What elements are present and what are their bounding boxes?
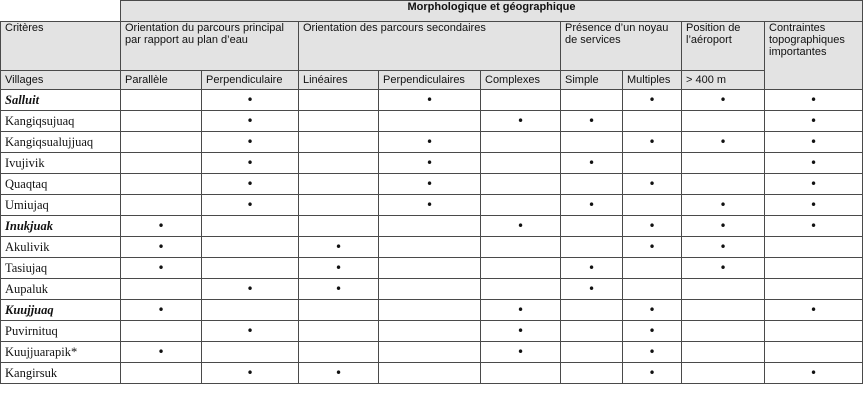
criteria-cell [202, 321, 299, 342]
header-orientation-secondaires: Orientation des parcours secondaires [299, 22, 561, 71]
bullet-mark: • [246, 93, 254, 107]
criteria-cell [202, 237, 299, 258]
criteria-cell [765, 90, 863, 111]
bullet-mark: • [246, 324, 254, 338]
bullet-mark: • [246, 114, 254, 128]
criteria-cell [623, 174, 682, 195]
bullet-mark: • [334, 240, 343, 254]
criteria-cell [765, 258, 863, 279]
bullet-mark: • [334, 282, 343, 296]
village-name: Akulivik [1, 237, 121, 258]
criteria-cell [561, 321, 623, 342]
bullet-mark: • [516, 219, 525, 233]
bullet-mark: • [334, 261, 343, 275]
criteria-cell [765, 174, 863, 195]
criteria-cell [623, 279, 682, 300]
bullet-mark: • [719, 219, 727, 233]
criteria-cell [299, 195, 379, 216]
header-position-aeroport: Position de l’aéroport [682, 22, 765, 71]
header-contraintes-topographiques: Contraintes topographiques importantes [765, 22, 863, 90]
criteria-cell [299, 363, 379, 384]
criteria-cell [121, 237, 202, 258]
subheader-plus-400m: > 400 m [682, 71, 765, 90]
criteria-cell [121, 216, 202, 237]
criteria-cell [121, 195, 202, 216]
bullet-mark: • [516, 345, 525, 359]
bullet-mark: • [246, 282, 254, 296]
village-name: Kuujjuaq [1, 300, 121, 321]
table-row [1, 132, 863, 153]
criteria-cell [561, 279, 623, 300]
criteria-cell [765, 279, 863, 300]
bullet-mark: • [587, 156, 596, 170]
criteria-cell [121, 321, 202, 342]
bullet-mark: • [719, 240, 727, 254]
bullet-mark: • [648, 240, 656, 254]
bullet-mark: • [425, 198, 434, 212]
criteria-cell [623, 258, 682, 279]
criteria-cell [379, 321, 481, 342]
criteria-cell [765, 216, 863, 237]
bullet-mark: • [719, 261, 727, 275]
header-noyau-services: Présence d’un noyau de services [561, 22, 682, 71]
bullet-mark: • [157, 240, 165, 254]
criteria-cell [121, 174, 202, 195]
criteria-cell [623, 153, 682, 174]
criteria-cell [623, 216, 682, 237]
criteria-cell [121, 153, 202, 174]
header-row-1 [1, 1, 863, 22]
criteria-cell [481, 321, 561, 342]
criteria-cell [481, 363, 561, 384]
criteria-cell [379, 363, 481, 384]
table-row [1, 111, 863, 132]
criteria-cell [682, 90, 765, 111]
criteria-cell [202, 111, 299, 132]
criteria-cell [379, 237, 481, 258]
bullet-mark: • [809, 366, 818, 380]
criteria-cell [765, 132, 863, 153]
criteria-cell [481, 279, 561, 300]
criteria-cell [481, 342, 561, 363]
criteria-cell [623, 90, 682, 111]
table-row [1, 258, 863, 279]
subheader-perpendiculaires: Perpendiculaires [379, 71, 481, 90]
village-name: Kangiqsujuaq [1, 111, 121, 132]
criteria-cell [299, 300, 379, 321]
bullet-mark: • [648, 366, 656, 380]
criteria-cell [623, 111, 682, 132]
village-name: Inukjuak [1, 216, 121, 237]
criteria-cell [379, 216, 481, 237]
criteria-cell [379, 132, 481, 153]
bullet-mark: • [719, 93, 727, 107]
bullet-mark: • [246, 198, 254, 212]
criteria-cell [202, 300, 299, 321]
villages-label: Villages [1, 71, 121, 90]
bullet-mark: • [648, 93, 656, 107]
criteria-cell [682, 195, 765, 216]
subheader-simple: Simple [561, 71, 623, 90]
criteria-cell [202, 279, 299, 300]
criteria-cell [121, 300, 202, 321]
village-name: Aupaluk [1, 279, 121, 300]
criteria-cell [121, 342, 202, 363]
bullet-mark: • [246, 156, 254, 170]
criteria-cell [202, 363, 299, 384]
village-name: Tasiujaq [1, 258, 121, 279]
bullet-mark: • [157, 219, 165, 233]
table-row [1, 300, 863, 321]
criteria-cell [481, 153, 561, 174]
criteria-cell [379, 258, 481, 279]
criteria-cell [299, 342, 379, 363]
criteria-cell [682, 363, 765, 384]
criteria-cell [561, 363, 623, 384]
subheader-multiples: Multiples [623, 71, 682, 90]
criteria-cell [561, 111, 623, 132]
criteria-cell [765, 363, 863, 384]
bullet-mark: • [648, 135, 656, 149]
subheader-parallele: Parallèle [121, 71, 202, 90]
bullet-mark: • [809, 114, 818, 128]
criteria-cell [682, 342, 765, 363]
criteria-cell [682, 132, 765, 153]
criteria-cell [299, 321, 379, 342]
village-name: Kuujjuarapik* [1, 342, 121, 363]
criteria-cell [765, 237, 863, 258]
criteria-cell [202, 195, 299, 216]
table-row [1, 216, 863, 237]
bullet-mark: • [246, 177, 254, 191]
bullet-mark: • [648, 303, 656, 317]
subheader-complexes: Complexes [481, 71, 561, 90]
criteria-cell [623, 300, 682, 321]
criteria-cell [623, 132, 682, 153]
criteria-cell [299, 174, 379, 195]
bullet-mark: • [587, 198, 596, 212]
criteria-cell [682, 111, 765, 132]
criteria-cell [379, 300, 481, 321]
criteria-cell [299, 237, 379, 258]
village-name: Kangirsuk [1, 363, 121, 384]
subheader-perpendiculaire: Perpendiculaire [202, 71, 299, 90]
criteria-cell [379, 174, 481, 195]
bullet-mark: • [516, 303, 525, 317]
village-name: Salluit [1, 90, 121, 111]
criteria-cell [299, 279, 379, 300]
group-header-morphologique: Morphologique et géographique [121, 1, 863, 22]
criteria-label: Critères [1, 22, 121, 71]
subheader-lineaires: Linéaires [299, 71, 379, 90]
criteria-cell [299, 153, 379, 174]
bullet-mark: • [809, 177, 818, 191]
criteria-cell [623, 363, 682, 384]
bullet-mark: • [425, 93, 434, 107]
bullet-mark: • [425, 135, 434, 149]
criteria-cell [623, 321, 682, 342]
table-row [1, 237, 863, 258]
criteria-cell [379, 153, 481, 174]
village-name: Ivujivik [1, 153, 121, 174]
criteria-cell [481, 111, 561, 132]
village-name: Umiujaq [1, 195, 121, 216]
criteria-cell [379, 90, 481, 111]
criteria-cell [299, 111, 379, 132]
criteria-cell [202, 132, 299, 153]
criteria-cell [561, 174, 623, 195]
bullet-mark: • [648, 219, 656, 233]
table-row [1, 90, 863, 111]
bullet-mark: • [246, 366, 254, 380]
criteria-cell [682, 216, 765, 237]
bullet-mark: • [157, 261, 165, 275]
village-name: Quaqtaq [1, 174, 121, 195]
bullet-mark: • [587, 114, 596, 128]
bullet-mark: • [516, 324, 525, 338]
bullet-mark: • [809, 93, 818, 107]
criteria-cell [121, 132, 202, 153]
criteria-cell [765, 300, 863, 321]
criteria-cell [682, 153, 765, 174]
criteria-cell [561, 195, 623, 216]
table-row [1, 279, 863, 300]
criteria-cell [202, 153, 299, 174]
criteria-cell [682, 279, 765, 300]
criteria-cell [765, 195, 863, 216]
criteria-cell [765, 111, 863, 132]
criteria-cell [379, 195, 481, 216]
bullet-mark: • [587, 261, 596, 275]
bullet-mark: • [809, 303, 818, 317]
criteria-cell [299, 216, 379, 237]
bullet-mark: • [648, 177, 656, 191]
bullet-mark: • [425, 177, 434, 191]
criteria-cell [121, 258, 202, 279]
criteria-cell [623, 237, 682, 258]
criteria-cell [682, 300, 765, 321]
criteria-cell [121, 90, 202, 111]
bullet-mark: • [587, 282, 596, 296]
criteria-cell [561, 153, 623, 174]
criteria-cell [561, 300, 623, 321]
criteria-cell [379, 279, 481, 300]
criteria-cell [202, 258, 299, 279]
criteria-cell [481, 258, 561, 279]
table-row [1, 321, 863, 342]
criteria-cell [765, 153, 863, 174]
criteria-cell [121, 279, 202, 300]
criteria-cell [121, 363, 202, 384]
criteria-cell [765, 342, 863, 363]
bullet-mark: • [648, 324, 656, 338]
criteria-cell [682, 174, 765, 195]
criteria-cell [682, 237, 765, 258]
criteria-cell [202, 216, 299, 237]
bullet-mark: • [648, 345, 656, 359]
criteria-cell [379, 342, 481, 363]
criteria-cell [202, 342, 299, 363]
criteria-cell [682, 321, 765, 342]
criteria-cell [481, 174, 561, 195]
criteria-cell [299, 258, 379, 279]
bullet-mark: • [719, 135, 727, 149]
bullet-mark: • [809, 219, 818, 233]
criteria-cell [481, 195, 561, 216]
criteria-cell [561, 342, 623, 363]
criteria-cell [561, 237, 623, 258]
table-row [1, 363, 863, 384]
bullet-mark: • [809, 135, 818, 149]
table-row [1, 153, 863, 174]
village-name: Puvirnituq [1, 321, 121, 342]
bullet-mark: • [809, 156, 818, 170]
criteria-cell [481, 237, 561, 258]
criteria-cell [765, 321, 863, 342]
criteria-cell [202, 174, 299, 195]
bullet-mark: • [246, 135, 254, 149]
criteria-cell [561, 132, 623, 153]
criteria-cell [561, 216, 623, 237]
criteria-cell [623, 342, 682, 363]
village-name: Kangiqsualujjuaq [1, 132, 121, 153]
bullet-mark: • [425, 156, 434, 170]
criteria-cell [481, 216, 561, 237]
criteria-cell [299, 90, 379, 111]
bullet-mark: • [719, 198, 727, 212]
criteria-cell [121, 111, 202, 132]
criteria-cell [481, 132, 561, 153]
bullet-mark: • [334, 366, 343, 380]
criteria-cell [561, 90, 623, 111]
criteria-cell [623, 195, 682, 216]
criteria-cell [561, 258, 623, 279]
bullet-mark: • [516, 114, 525, 128]
header-orientation-principal: Orientation du parcours principal par rapport au plan d’eau [121, 22, 299, 71]
header-row-3 [1, 71, 863, 90]
bullet-mark: • [809, 198, 818, 212]
criteria-cell [481, 90, 561, 111]
criteria-cell [682, 258, 765, 279]
table-body [1, 1, 863, 384]
table-row [1, 174, 863, 195]
criteria-cell [481, 300, 561, 321]
criteria-cell [202, 90, 299, 111]
bullet-mark: • [157, 345, 165, 359]
bullet-mark: • [157, 303, 165, 317]
table-row [1, 195, 863, 216]
blank-corner [1, 1, 121, 22]
criteria-cell [299, 132, 379, 153]
header-row-2 [1, 22, 863, 71]
table-row [1, 342, 863, 363]
criteria-cell [379, 111, 481, 132]
